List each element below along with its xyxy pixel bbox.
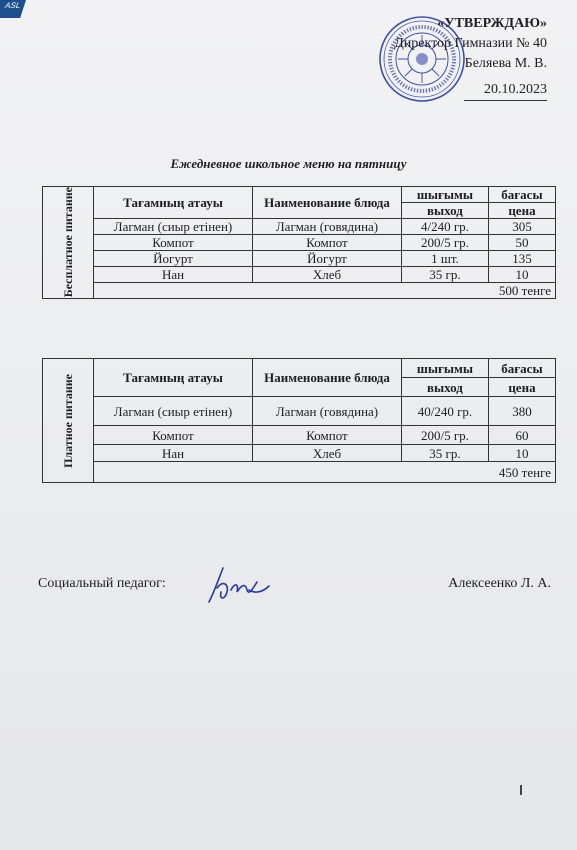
dish-yield: 200/5 гр. [402,235,489,251]
header-yield-ru: выход [402,378,489,397]
dish-kz: Компот [94,235,253,251]
dish-ru: Хлеб [253,267,402,283]
dish-ru: Лагман (говядина) [253,219,402,235]
header-yield-kz: шығымы [402,359,489,378]
dish-kz: Лагман (сиыр етінен) [94,219,253,235]
dish-yield: 35 гр. [402,267,489,283]
table-row [43,267,556,283]
corner-tab [0,0,26,18]
free-menu-total: 500 тенге [94,283,556,299]
free-menu-label-cell [43,187,94,299]
table-row [43,235,556,251]
dish-price: 10 [488,267,555,283]
table-row [43,397,556,426]
table-row [43,251,556,267]
header-price-kz: бағасы [488,187,555,203]
dish-yield: 200/5 гр. [402,426,489,445]
header-kz-name: Тағамның атауы [94,187,253,219]
dish-yield: 4/240 гр. [402,219,489,235]
header-price-kz: бағасы [488,359,555,378]
paid-menu-label-cell [43,359,94,483]
free-menu-table [42,186,556,299]
approval-date: 20.10.2023 [464,80,547,101]
dish-kz: Лагман (сиыр етінен) [94,397,253,426]
paid-menu-table [42,358,556,483]
document-title: Ежедневное школьное меню на пятницу [170,156,407,171]
dish-yield: 35 гр. [402,445,489,462]
signature-icon [205,560,275,610]
dish-ru: Компот [253,235,402,251]
dish-kz: Нан [94,445,253,462]
approval-line1: Директор Гимназии № 40 [394,36,547,51]
dish-kz: Йогурт [94,251,253,267]
dish-yield: 40/240 гр. [402,397,489,426]
header-price-ru: цена [488,203,555,219]
header-ru-name: Наименование блюда [253,359,402,397]
pen-mark [520,785,522,795]
footer-role: Социальный педагог: [38,576,166,591]
dish-ru: Компот [253,426,402,445]
dish-price: 135 [488,251,555,267]
dish-ru: Хлеб [253,445,402,462]
footer-name: Алексеенко Л. А. [448,576,551,591]
dish-price: 50 [488,235,555,251]
table-row [43,219,556,235]
paid-menu-label: Платное питание [61,373,75,468]
approval-block [394,14,547,101]
table-row [43,445,556,462]
approval-line2: Беляева М. В. [464,56,547,71]
dish-ru: Йогурт [253,251,402,267]
dish-yield: 1 шт. [402,251,489,267]
dish-price: 60 [488,426,555,445]
dish-price: 305 [488,219,555,235]
header-yield-ru: выход [402,203,489,219]
approval-title: «УТВЕРЖДАЮ» [437,16,547,31]
corner-tab-text: ASL [3,1,22,10]
dish-kz: Нан [94,267,253,283]
table-row [43,426,556,445]
header-yield-kz: шығымы [402,187,489,203]
dish-kz: Компот [94,426,253,445]
header-price-ru: цена [488,378,555,397]
dish-price: 10 [488,445,555,462]
dish-ru: Лагман (говядина) [253,397,402,426]
header-ru-name: Наименование блюда [253,187,402,219]
dish-price: 380 [488,397,555,426]
free-menu-label: Бесплатное питание [61,187,75,298]
header-kz-name: Тағамның атауы [94,359,253,397]
paid-menu-total: 450 тенге [94,462,556,483]
